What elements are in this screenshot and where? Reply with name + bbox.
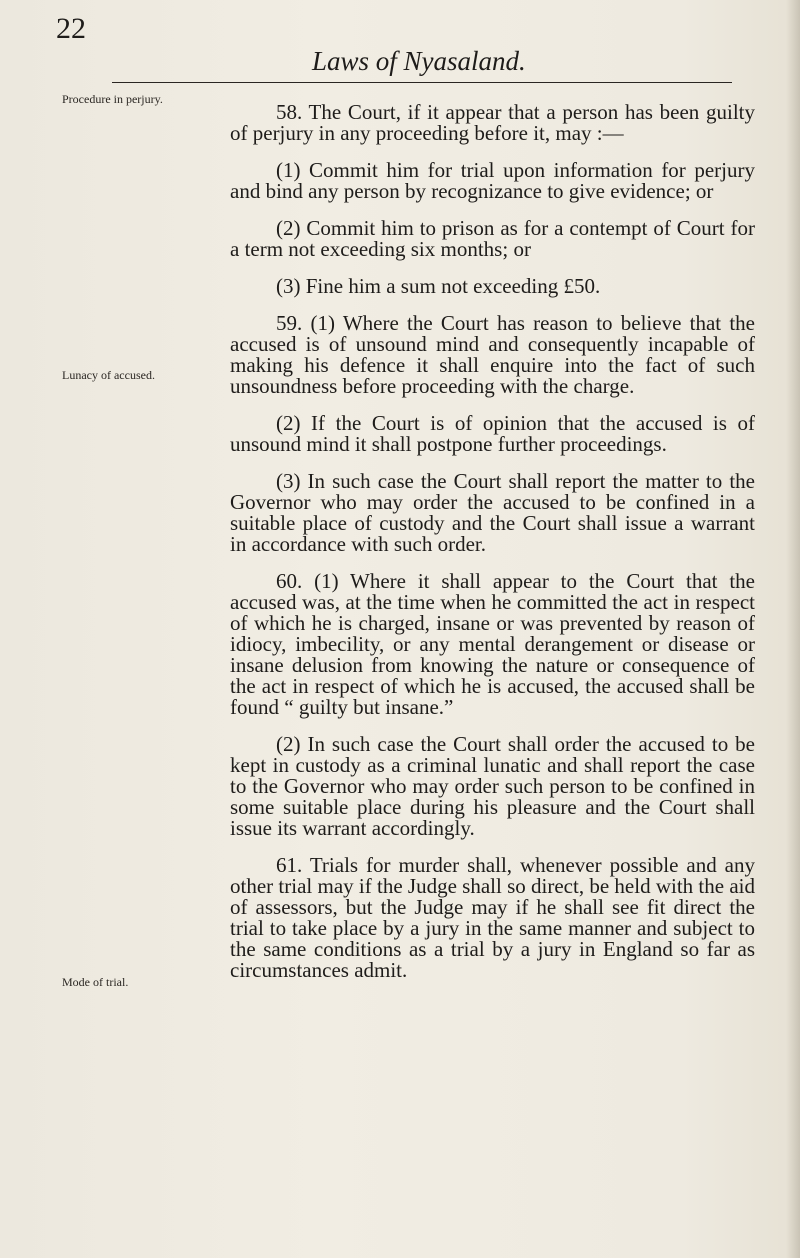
paragraph-59-2: (2) If the Court is of opinion that the accused is of unsound mind it shall postpone further proceedings.	[230, 411, 755, 456]
paragraph-60-2: (2) In such case the Court shall order the accused to be kept in custody as a criminal lunatic and shall report the case to the Governor who may order such person to be confined in some suitable place during his pleasure and the Court shall issue its warrant accordingly.	[230, 732, 755, 840]
paragraph-59-3: (3) In such case the Court shall report the matter to the Governor who may order the accused to be confined in a suitable place of custody and the Court shall issue a warrant in accordance with such order.	[230, 469, 755, 556]
running-title: Laws of Nyasaland.	[312, 46, 526, 76]
header-rule	[112, 82, 732, 83]
margin-note-procedure-perjury: Procedure in perjury.	[62, 92, 163, 106]
paragraph-58-2: (2) Commit him to prison as for a contempt of Court for a term not exceeding six months; or	[230, 216, 755, 261]
paragraph-61: 61. Trials for murder shall, whenever possible and any other trial may if the Judge shall so direct, be held with the aid of assessors, but the Judge may if he shall see fit direct the trial to take place by a jury in the same manner and subject to the same conditions as a trial by a jury in England so far as circumstances admit.	[230, 853, 755, 982]
margin-note-mode-of-trial: Mode of trial.	[62, 975, 129, 989]
paragraph-58-3: (3) Fine him a sum not exceeding £50.	[276, 274, 601, 298]
paragraph-60-1: 60. (1) Where it shall appear to the Court that the accused was, at the time when he committed the act in respect of which he is charged, insane or was prevented by reason of idiocy, imbecility, or any mental derangement or disease or insane delusion from knowing the nature or consequence of the act in respect of which he is accused, the accused shall be found “ guilty but insane.”	[230, 569, 755, 719]
paragraph-58-1: (1) Commit him for trial upon information for perjury and bind any person by recognizance to give evidence; or	[230, 158, 755, 203]
paragraph-59-1: 59. (1) Where the Court has reason to believe that the accused is of unsound mind and consequently incapable of making his defence it shall enquire into the fact of such unsoundness before proceeding with the charge.	[230, 311, 755, 398]
page-number: 22	[56, 12, 86, 45]
paragraph-58: 58. The Court, if it appear that a person has been guilty of perjury in any proceeding before it, may :—	[230, 100, 755, 145]
margin-note-lunacy-accused: Lunacy of accused.	[62, 368, 155, 382]
page-edge-shadow	[786, 0, 800, 1258]
section-text-column	[230, 102, 755, 981]
